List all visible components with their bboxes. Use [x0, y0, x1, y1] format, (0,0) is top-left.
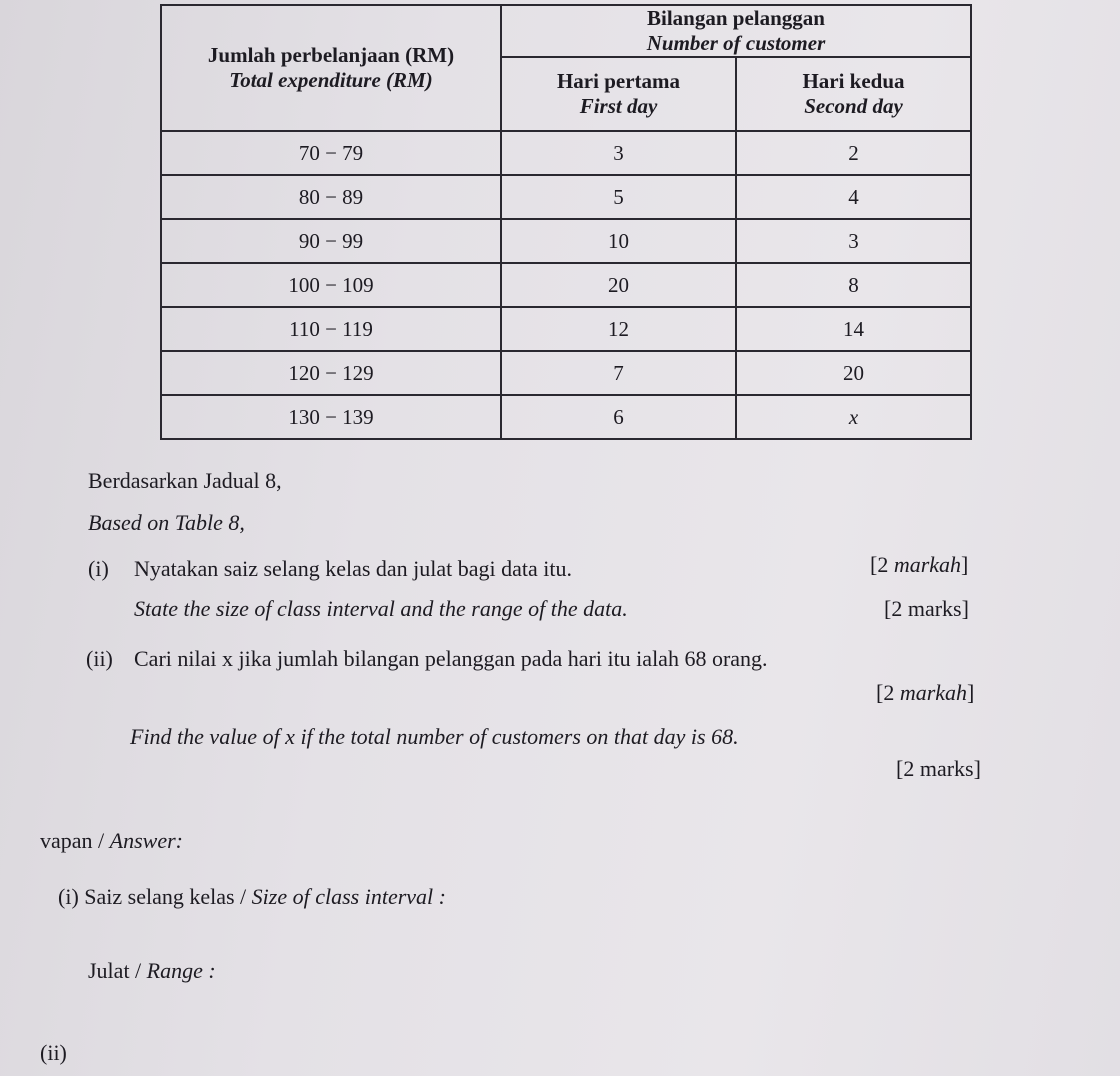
- q1-marks-ms: [2 markah]: [870, 552, 969, 577]
- intro-ms: Berdasarkan Jadual 8,: [88, 468, 282, 493]
- table-row: [161, 351, 971, 395]
- day2-header: Hari kedua Second day: [736, 57, 971, 131]
- q2-label: (ii): [86, 646, 113, 671]
- day2-cell: 14: [736, 307, 971, 351]
- q1-label: (i): [88, 556, 109, 581]
- day2-cell: 8: [736, 263, 971, 307]
- day1-cell: 5: [501, 175, 736, 219]
- range-cell: 110 − 119: [161, 307, 501, 351]
- answer-i-label: (i) Saiz selang kelas / Size of class interval :: [58, 884, 446, 909]
- day2-cell: x: [736, 395, 971, 439]
- day1-cell: 10: [501, 219, 736, 263]
- q2-text-ms: Cari nilai x jika jumlah bilangan pelanggan pada hari itu ialah 68 orang.: [134, 646, 768, 671]
- q1-marks-en: [2 marks]: [884, 596, 969, 621]
- table-row: [161, 263, 971, 307]
- frequency-table: [160, 4, 972, 440]
- range-cell: 130 − 139: [161, 395, 501, 439]
- table-row: [161, 219, 971, 263]
- day1-cell: 3: [501, 131, 736, 175]
- day1-cell: 6: [501, 395, 736, 439]
- q1-text-ms: Nyatakan saiz selang kelas dan julat bagi data itu.: [134, 556, 573, 581]
- intro-en: Based on Table 8,: [88, 510, 245, 535]
- table-row: [161, 395, 971, 439]
- day1-cell: 12: [501, 307, 736, 351]
- day2-cell: 4: [736, 175, 971, 219]
- range-cell: 90 − 99: [161, 219, 501, 263]
- table-row: [161, 131, 971, 175]
- day1-cell: 20: [501, 263, 736, 307]
- range-cell: 120 − 129: [161, 351, 501, 395]
- answer-ii-label: (ii): [40, 1040, 67, 1065]
- expenditure-header: Jumlah perbelanjaan (RM) Total expenditure (RM): [161, 5, 501, 131]
- day1-header: Hari pertama First day: [501, 57, 736, 131]
- day1-cell: 7: [501, 351, 736, 395]
- day2-cell: 2: [736, 131, 971, 175]
- range-cell: 80 − 89: [161, 175, 501, 219]
- q2-marks-ms: [2 markah]: [876, 680, 975, 705]
- table-row: [161, 175, 971, 219]
- q1-text-en: State the size of class interval and the range of the data.: [134, 596, 628, 621]
- q2-marks-en: [2 marks]: [896, 756, 981, 781]
- q2-text-en: Find the value of x if the total number of customers on that day is 68.: [130, 724, 739, 749]
- answer-range-label: Julat / Range :: [88, 958, 216, 983]
- day2-cell: 3: [736, 219, 971, 263]
- range-cell: 100 − 109: [161, 263, 501, 307]
- answer-heading: vapan / Answer:: [40, 828, 183, 853]
- table-row: [161, 307, 971, 351]
- customers-header: Bilangan pelanggan Number of customer: [501, 5, 971, 57]
- day2-cell: 20: [736, 351, 971, 395]
- range-cell: 70 − 79: [161, 131, 501, 175]
